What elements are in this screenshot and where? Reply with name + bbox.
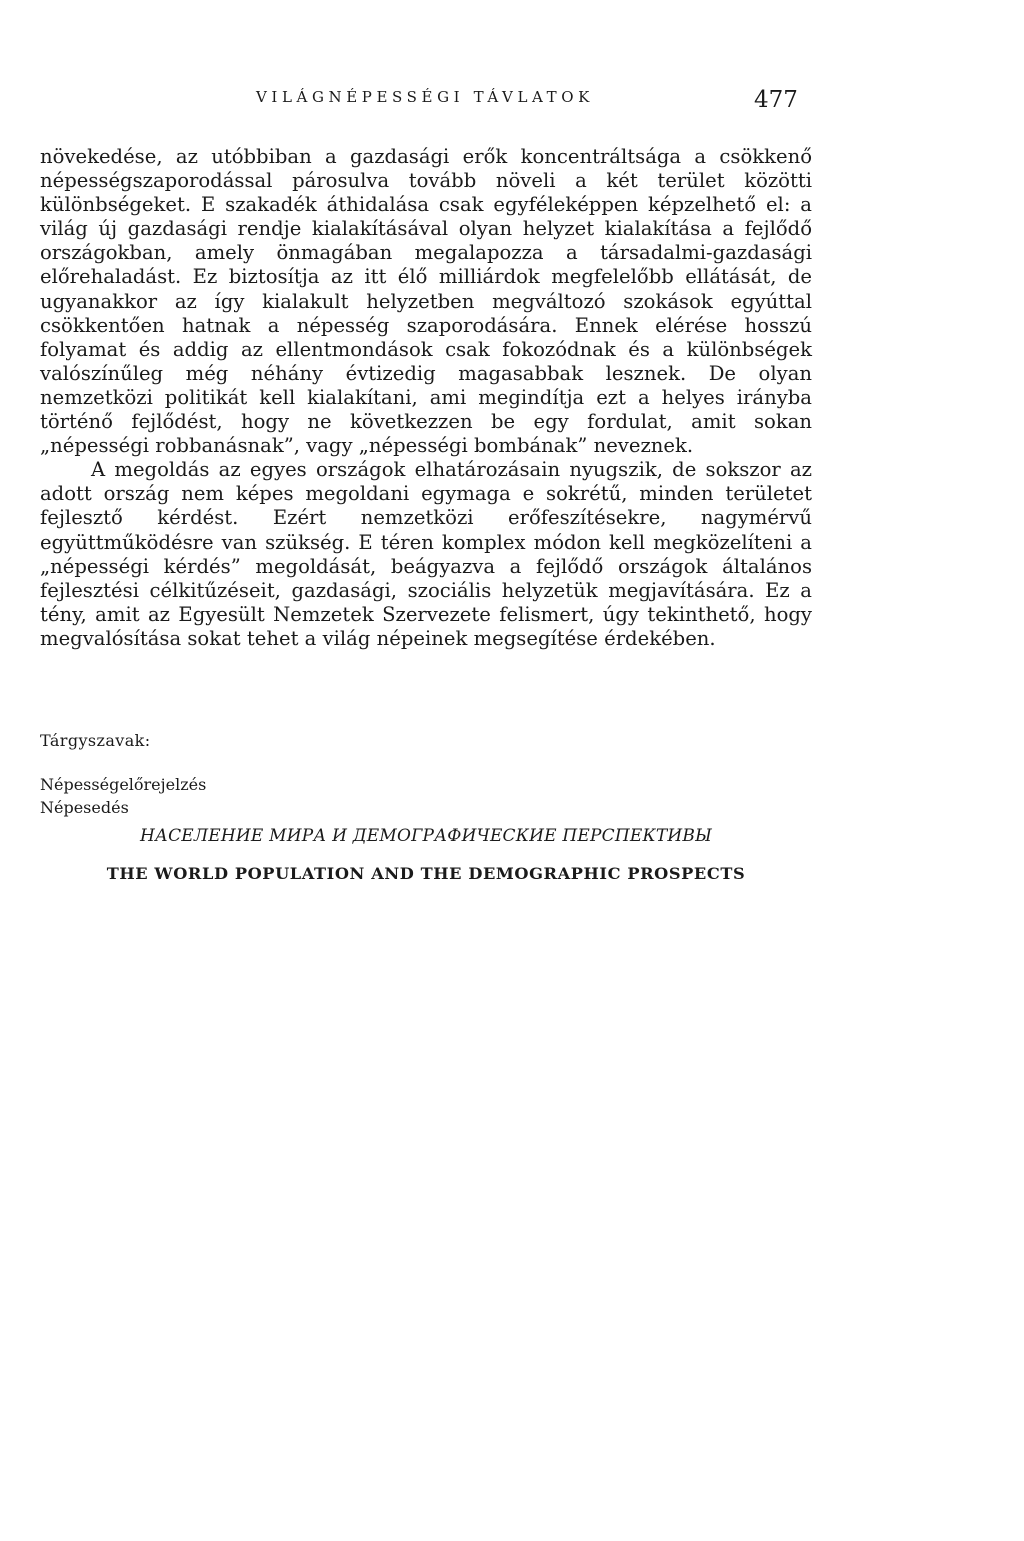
russian-title: НАСЕЛЕНИЕ МИРА И ДЕМОГРАФИЧЕСКИЕ ПЕРСПЕКТИВЫ: [139, 826, 713, 846]
english-title: THE WORLD POPULATION AND THE DEMOGRAPHIC PROSPECTS: [106, 864, 746, 883]
keyword-item: Népesedés: [40, 798, 129, 817]
page-number: 477: [754, 87, 798, 113]
running-title: VILÁGNÉPESSÉGI TÁVLATOK: [256, 88, 594, 106]
paragraph-2: A megoldás az egyes országok elhatározásain nyugszik, de sokszor az adott ország nem képes megoldani egymaga e sokrétű, minden területet fejlesztő kérdést. Ezért nemzetközi erőfeszítésekre, nagymérvű együttműködésre van szükség. E téren komplex módon kell megközelíteni a „népességi kérdés” megoldását, beágyazva a fejlődő országok általános fejlesztési célkitűzéseit, gazdasági, szociális helyzetük megjavítására. Ez a tény, amit az Egyesült Nemzetek Szervezete felismert, úgy tekinthető, hogy megvalósítása sokat tehet a világ népeinek megsegítése érdekében.: [40, 458, 812, 650]
body-text: [40, 145, 812, 651]
keywords-list: [40, 773, 206, 819]
keyword-item: Népességelőrejelzés: [40, 775, 207, 794]
keywords-label: Tárgyszavak:: [40, 731, 151, 750]
paragraph-1: növekedése, az utóbbiban a gazdasági erők koncentráltsága a csökkenő népességszaporodással párosulva tovább növeli a két terület közötti különbségeket. E szakadék áthidalása csak egyféleképpen képzelhető el: a világ új gazdasági rendje kialakításával olyan helyzet kialakítása a fejlődő országokban, amely önmagában megalapozza a társadalmi-gazdasági előrehaladást. Ez biztosítja az itt élő milliárdok megfelelőbb ellátását, de ugyanakkor az így kialakult helyzetben megváltozó szokások egyúttal csökkentően hatnak a népesség szaporodására. Ennek elérése hosszú folyamat és addig az ellentmondások csak fokozódnak és a különbségek valószínűleg még néhány évtizedig magasabbak lesznek. De olyan nemzetközi politikát kell kialakítani, ami megindítja ezt a helyes irányba történő fejlődést, hogy ne következzen be egy fordulat, amit sokan „népességi robbanásnak”, vagy „népességi bombának” neveznek.: [40, 145, 812, 458]
